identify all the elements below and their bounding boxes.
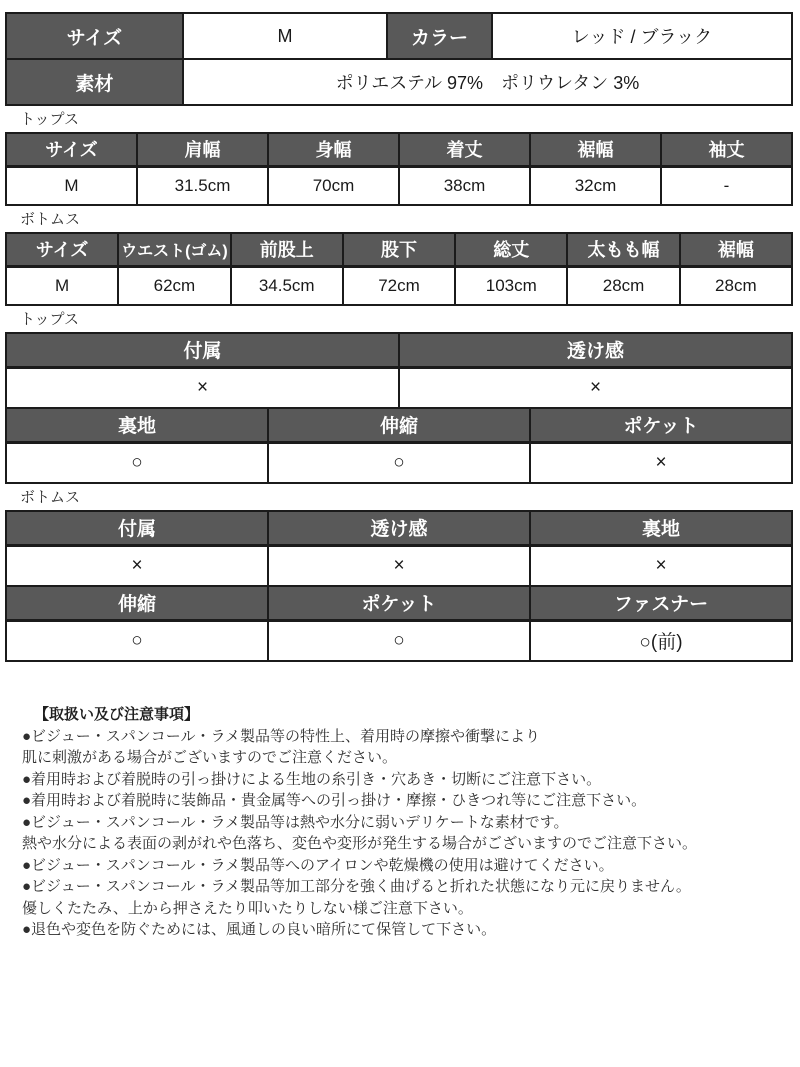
feature-header: 付属 (6, 333, 399, 367)
feature-header: ポケット (530, 408, 792, 442)
care-instruction-line: ●着用時および着脱時の引っ掛けによる生地の糸引き・穴あき・切断にご注意下さい。 (22, 770, 602, 788)
feature-header: 透け感 (268, 511, 530, 545)
column-header: 前股上 (231, 233, 343, 266)
bottoms-features-section-label: ボトムス (20, 489, 81, 506)
column-header: 袖丈 (661, 133, 792, 166)
color-value-cell: レッド / ブラック (492, 13, 792, 59)
feature-value: × (6, 545, 268, 586)
care-instruction-line: ●ビジュー・スパンコール・ラメ製品等の特性上、着用時の摩擦や衝撃により (22, 727, 541, 745)
feature-header: ファスナー (530, 586, 792, 620)
care-instruction-line: ●ビジュー・スパンコール・ラメ製品等加工部分を強く曲げると折れた状態になり元に戻りません。 (22, 878, 691, 895)
care-instructions (22, 704, 790, 941)
column-header: サイズ (6, 233, 118, 266)
table-row (6, 545, 792, 586)
care-instruction-line: 優しくたたみ、上から押さえたり叩いたりしない様ご注意下さい。 (22, 899, 473, 917)
measurement-value: 28cm (680, 266, 792, 305)
feature-value: ○ (6, 620, 268, 661)
feature-header: ポケット (268, 586, 530, 620)
material-header-cell: 素材 (6, 59, 183, 105)
measurement-value: 31.5cm (137, 166, 268, 205)
tops-features-table (5, 332, 793, 484)
column-header: 総丈 (455, 233, 567, 266)
table-row (6, 266, 792, 305)
column-header: サイズ (6, 133, 137, 166)
feature-header: 裏地 (530, 511, 792, 545)
measurement-value: 28cm (567, 266, 679, 305)
feature-value: ○(前) (530, 620, 792, 661)
column-header: 太もも幅 (567, 233, 679, 266)
tops-measurements-table (5, 132, 793, 206)
column-header: 身幅 (268, 133, 399, 166)
column-header: 股下 (343, 233, 455, 266)
bottoms-features-table (5, 510, 793, 662)
measurement-value: M (6, 266, 118, 305)
feature-value: × (399, 367, 792, 408)
material-value-cell: ポリエステル 97% ポリウレタン 3% (183, 59, 792, 105)
tops-features-section-label: トップス (20, 311, 79, 328)
feature-value: ○ (268, 442, 530, 483)
feature-value: × (268, 545, 530, 586)
column-header: 裾幅 (530, 133, 661, 166)
measurement-value: 62cm (118, 266, 230, 305)
measurement-value: 32cm (530, 166, 661, 205)
care-instruction-line: ●着用時および着脱時に装飾品・貴金属等への引っ掛け・摩擦・ひきつれ等にご注意下さい。 (22, 792, 647, 809)
measurement-value: 70cm (268, 166, 399, 205)
feature-header: 付属 (6, 511, 268, 545)
color-header-cell: カラー (387, 13, 492, 59)
feature-value: ○ (268, 620, 530, 661)
measurement-value: 103cm (455, 266, 567, 305)
bottoms-measurements-table (5, 232, 793, 306)
care-instruction-line: ●退色や変色を防ぐためには、風通しの良い暗所にて保管して下さい。 (22, 921, 497, 938)
care-instructions-title: 【取扱い及び注意事項】 (34, 706, 200, 723)
measurement-value: 34.5cm (231, 266, 343, 305)
feature-value: × (6, 367, 399, 408)
feature-header: 伸縮 (268, 408, 530, 442)
feature-header: 裏地 (6, 408, 268, 442)
feature-value: ○ (6, 442, 268, 483)
size-header-cell: サイズ (6, 13, 183, 59)
size-color-material-table (5, 12, 793, 106)
table-row (6, 620, 792, 661)
care-instruction-line: ●ビジュー・スパンコール・ラメ製品等は熱や水分に弱いデリケートな素材です。 (22, 813, 569, 831)
care-instruction-line: 肌に刺激がある場合がございますのでご注意ください。 (22, 749, 398, 766)
care-instruction-line: 熱や水分による表面の剥がれや色落ち、変色や変形が発生する場合がございますのでご注意下さい。 (22, 835, 698, 852)
measurement-value: 72cm (343, 266, 455, 305)
column-header: 着丈 (399, 133, 530, 166)
care-instruction-line: ●ビジュー・スパンコール・ラメ製品等へのアイロンや乾燥機の使用は避けてください。 (22, 856, 614, 874)
table-row (6, 166, 792, 205)
feature-header: 透け感 (399, 333, 792, 367)
bottoms-section-label: ボトムス (20, 211, 81, 228)
column-header: 肩幅 (137, 133, 268, 166)
measurement-value: M (6, 166, 137, 205)
column-header: ウエスト(ゴム) (118, 233, 230, 266)
column-header: 裾幅 (680, 233, 792, 266)
size-value-cell: M (183, 13, 387, 59)
tops-section-label: トップス (20, 111, 79, 128)
feature-value: × (530, 442, 792, 483)
table-row (6, 367, 792, 408)
feature-header: 伸縮 (6, 586, 268, 620)
feature-value: × (530, 545, 792, 586)
table-row (6, 442, 792, 483)
measurement-value: 38cm (399, 166, 530, 205)
measurement-value: - (661, 166, 792, 205)
